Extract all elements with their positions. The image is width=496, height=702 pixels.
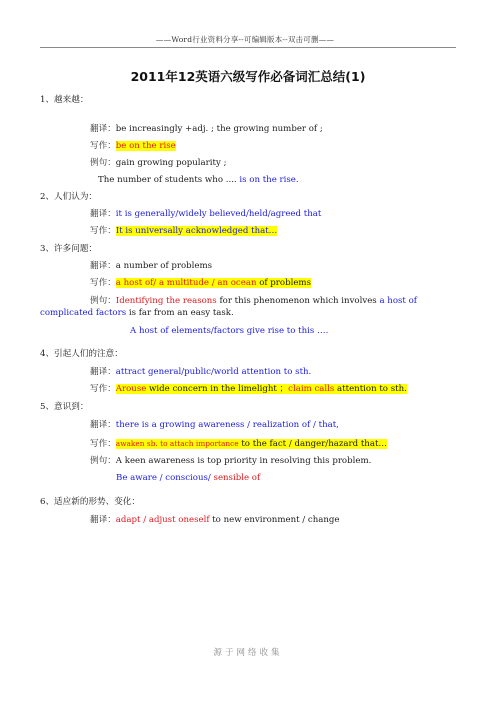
writing-red-text: awaken sb. to attach importance [115, 439, 239, 448]
translation-label: 翻译： [90, 209, 116, 219]
section-1-example [90, 158, 226, 169]
section-5-example-sentence [116, 473, 260, 484]
example-blue-text: complicated factors [40, 308, 127, 318]
example-blue-text: Be aware / conscious/ [116, 473, 214, 483]
writing-mid-text: wide concern in the limelight ； [146, 384, 289, 394]
section-2-writing [90, 226, 277, 237]
section-6-heading: 6、适应新的形势、变化： [40, 497, 140, 507]
section-1-heading: 1、越来越： [40, 95, 89, 105]
section-1-example-sentence [98, 175, 299, 186]
translation-text: there is a growing awareness / realization of / that, [115, 420, 339, 430]
writing-highlight [116, 278, 311, 288]
translation-text: attract general/public/world attention to sth. [115, 367, 312, 377]
translation-red-text: adapt / adjust oneself [115, 515, 210, 525]
translation-label: 翻译： [90, 261, 116, 271]
example-label: 例句： [90, 456, 116, 466]
translation-text: to new environment / change [209, 515, 340, 525]
section-5-translation [90, 420, 339, 431]
section-5-example [90, 456, 371, 467]
writing-rest-text: to the fact / danger/hazard that… [238, 439, 388, 449]
section-5-heading: 5、意识到： [40, 402, 89, 412]
section-1-writing [90, 141, 176, 152]
page-header: ——Word行业资料分享--可编辑版本--双击可删—— [155, 35, 335, 44]
page-title: 2011年12英语六级写作必备词汇总结(1) [130, 69, 366, 84]
translation-label: 翻译： [90, 515, 116, 525]
example-sentence-blue: is on the rise. [239, 175, 299, 185]
writing-label: 写作： [90, 439, 116, 449]
writing-rest-text: of problems [259, 278, 311, 288]
writing-rest-text: attention to sth. [334, 384, 407, 394]
section-4-heading: 4、引起人们的注意： [40, 349, 123, 359]
writing-label: 写作： [90, 141, 116, 151]
page-footer: 源于网络收集 [213, 648, 283, 658]
section-2-heading: 2、人们认为： [40, 192, 98, 202]
section-3-translation [90, 261, 212, 272]
section-3-heading: 3、许多问题： [40, 244, 98, 254]
example-label: 例句： [90, 158, 116, 168]
writing-red-text: Arouse [115, 384, 147, 394]
section-5-writing [90, 438, 387, 450]
writing-highlight [116, 439, 387, 449]
example-text: is far from an easy task. [126, 308, 234, 318]
section-1-translation [90, 124, 323, 135]
section-4-writing [90, 384, 407, 395]
example-sentence-text: The number of students who .... [98, 175, 240, 185]
example-blue-text: a host of [379, 296, 417, 306]
section-3-example-sentence: A host of elements/factors give rise to this …. [130, 326, 329, 336]
translation-label: 翻译： [90, 124, 116, 134]
section-4-translation [90, 367, 311, 378]
header-divider [40, 47, 456, 48]
writing-highlight: It is universally acknowledged that… [115, 226, 278, 236]
section-3-writing [90, 278, 311, 289]
example-text: for this phenomenon which involves [216, 296, 380, 306]
section-2-translation [90, 209, 321, 220]
writing-highlight: be on the rise [115, 141, 176, 151]
example-text: gain growing popularity ; [115, 158, 227, 168]
example-red-text: Identifying the reasons [115, 296, 217, 306]
section-3-example [90, 296, 417, 307]
translation-label: 翻译： [90, 420, 116, 430]
example-text: A keen awareness is top priority in resolving this problem. [115, 456, 372, 466]
example-red-text: sensible of [213, 473, 261, 483]
section-3-example-continued [40, 308, 234, 319]
translation-text: it is generally/widely believed/held/agreed that [115, 209, 322, 219]
section-6-translation [90, 515, 340, 526]
translation-label: 翻译： [90, 367, 116, 377]
writing-red-text: a host of/ a multitude / an ocean [115, 278, 260, 288]
writing-red-text: claim calls [288, 384, 335, 394]
writing-label: 写作： [90, 384, 116, 394]
writing-label: 写作： [90, 278, 116, 288]
writing-highlight [116, 384, 407, 394]
writing-label: 写作： [90, 226, 116, 236]
translation-text: a number of problems [115, 261, 213, 271]
translation-text: be increasingly +adj. ; the growing number of ; [115, 124, 323, 134]
example-label: 例句： [90, 296, 116, 306]
